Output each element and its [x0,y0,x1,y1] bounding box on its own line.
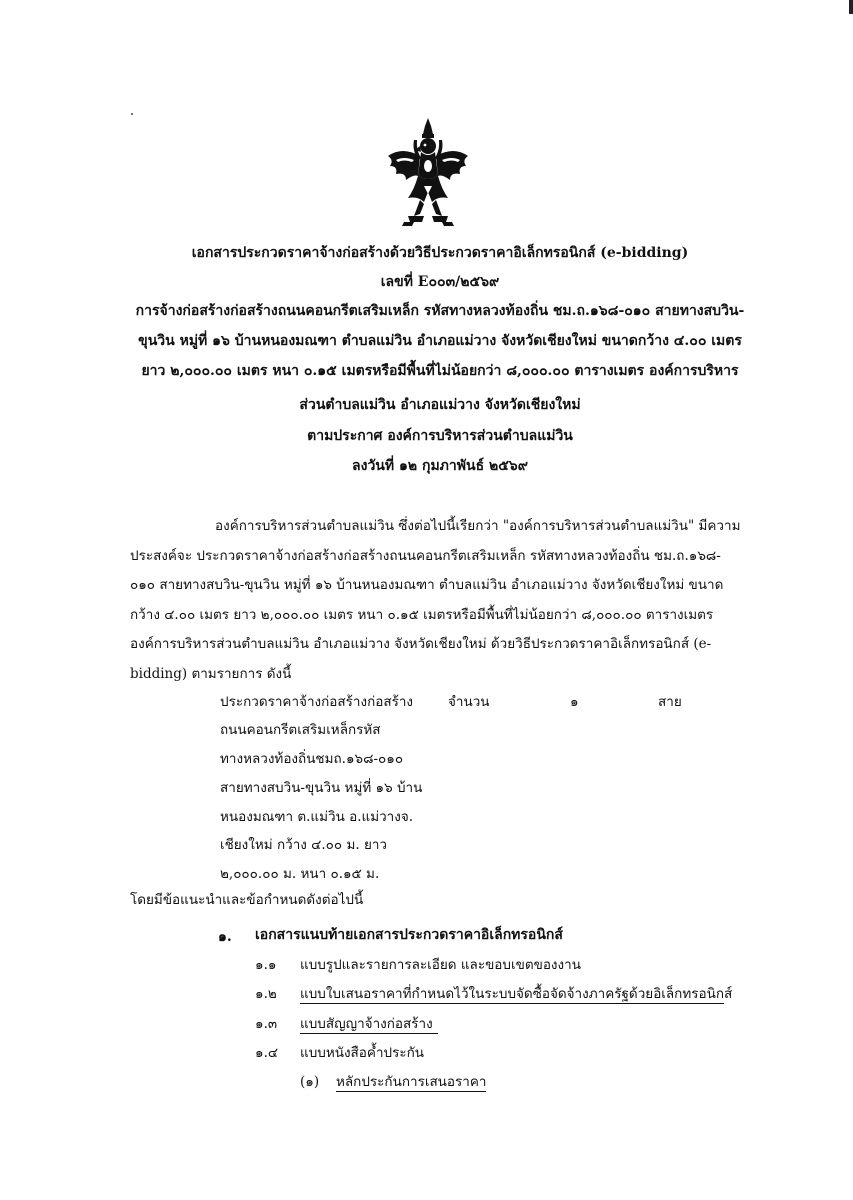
subitem-text: แบบรูปและรายการละเอียด และขอบเขตของงาน [300,957,581,973]
conditions-intro: โดยมีข้อแนะนำและข้อกำหนดดังต่อไปนี้ [130,892,364,908]
subitem-number: ๑.๒ [255,986,277,1002]
document-number: เลขที่ E๐๐๓/๒๕๖๙ [380,274,500,290]
subitem-text: แบบหนังสือค้ำประกัน [300,1045,424,1061]
item-description-line: เชียงใหม่ กว้าง ๔.๐๐ ม. ยาว [220,837,388,853]
subject-line-1: การจ้างก่อสร้างก่อสร้างถนนคอนกรีตเสริมเหล็ก รหัสทางหลวงท้องถิ่น ชม.ถ.๑๖๘-๐๑๐ สายทางสบวิน- [135,303,745,319]
intro-line-2: ประสงค์จะ ประกวดราคาจ้างก่อสร้างก่อสร้างถนนคอนกรีตเสริมเหล็ก รหัสทางหลวงท้องถิ่น ชม.ถ.๑๖๘- [130,548,721,564]
item-description-line: ประกวดราคาจ้างก่อสร้างก่อสร้าง [220,694,414,710]
intro-line-3: ๐๑๐ สายทางสบวิน-ขุนวิน หมู่ที่ ๑๖ บ้านหนองมณฑา ตำบลแม่วิน อำเภอแม่วาง จังหวัดเชียงใหม่ ขนาด [130,577,724,593]
document-title: เอกสารประกวดราคาจ้างก่อสร้างด้วยวิธีประกวดราคาอิเล็กทรอนิกส์ (e-bidding) [191,245,689,261]
subitem-number: ๑.๓ [255,1016,278,1032]
subsubitem-underline [336,1091,486,1092]
garuda-emblem-icon [384,116,472,228]
subitem-text: แบบใบเสนอราคาที่กำหนดไว้ในระบบจัดซื้อจัดจ้างภาครัฐด้วยอิเล็กทรอนิกส์ [300,986,733,1002]
item-description-line: หนองมณฑา ต.แม่วิน อ.แม่วางจ. [220,809,414,825]
subsubitem-number: (๑) [300,1074,320,1090]
item-description-line: ทางหลวงท้องถิ่นชมถ.๑๖๘-๐๑๐ [220,751,404,767]
subitem-number: ๑.๑ [255,957,277,973]
section-number: ๑. [218,929,232,945]
item-description-line: สายทางสบวิน-ขุนวิน หมู่ที่ ๑๖ บ้าน [220,780,423,796]
subsubitem-text: หลักประกันการเสนอราคา [336,1074,487,1090]
announcement-date: ลงวันที่ ๑๒ กุมภาพันธ์ ๒๕๖๙ [352,458,528,474]
item-quantity: ๑ [570,694,579,710]
intro-line-4: กว้าง ๔.๐๐ เมตร ยาว ๒,๐๐๐.๐๐ เมตร หนา ๐.๑๕ เมตรหรือมีพื้นที่ไม่น้อยกว่า ๘,๐๐๐.๐๐ ตารางเมตร [130,607,714,623]
subject-line-3: ยาว ๒,๐๐๐.๐๐ เมตร หนา ๐.๑๕ เมตรหรือมีพื้นที่ไม่น้อยกว่า ๘,๐๐๐.๐๐ ตารางเมตร องค์การบริหาร [141,363,739,379]
intro-line-5: องค์การบริหารส่วนตำบลแม่วิน อำเภอแม่วาง จังหวัดเชียงใหม่ ด้วยวิธีประกวดราคาอิเล็กทรอนิกส์ (e- [130,636,712,652]
intro-line-6: bidding) ตามรายการ ดังนี้ [130,666,292,682]
section-title: เอกสารแนบท้ายเอกสารประกวดราคาอิเล็กทรอนิกส์ [255,927,563,943]
item-description-line: ถนนคอนกรีตเสริมเหล็กรหัส [220,722,381,738]
subitem-text: แบบสัญญาจ้างก่อสร้าง [300,1016,433,1032]
subitem-underline [300,1003,724,1004]
scan-edge-mark [849,0,853,14]
scan-dust-mark [131,113,133,115]
subitem-number: ๑.๔ [255,1045,279,1061]
item-quantity-label: จำนวน [448,694,490,710]
item-unit: สาย [658,694,682,710]
item-description-line: ๒,๐๐๐.๐๐ ม. หนา ๐.๑๕ ม. [220,866,380,882]
subject-line-4: ส่วนตำบลแม่วิน อำเภอแม่วาง จังหวัดเชียงใหม่ [299,397,581,413]
subitem-underline [300,1033,438,1034]
subject-line-2: ขุนวิน หมู่ที่ ๑๖ บ้านหนองมณฑา ตำบลแม่วิน อำเภอแม่วาง จังหวัดเชียงใหม่ ขนาดกว้าง ๔.๐๐ เมตร [138,333,742,349]
announcement-line: ตามประกาศ องค์การบริหารส่วนตำบลแม่วิน [307,428,573,444]
intro-line-1: องค์การบริหารส่วนตำบลแม่วิน ซึ่งต่อไปนี้เรียกว่า "องค์การบริหารส่วนตำบลแม่วิน" มีความ [215,518,741,534]
